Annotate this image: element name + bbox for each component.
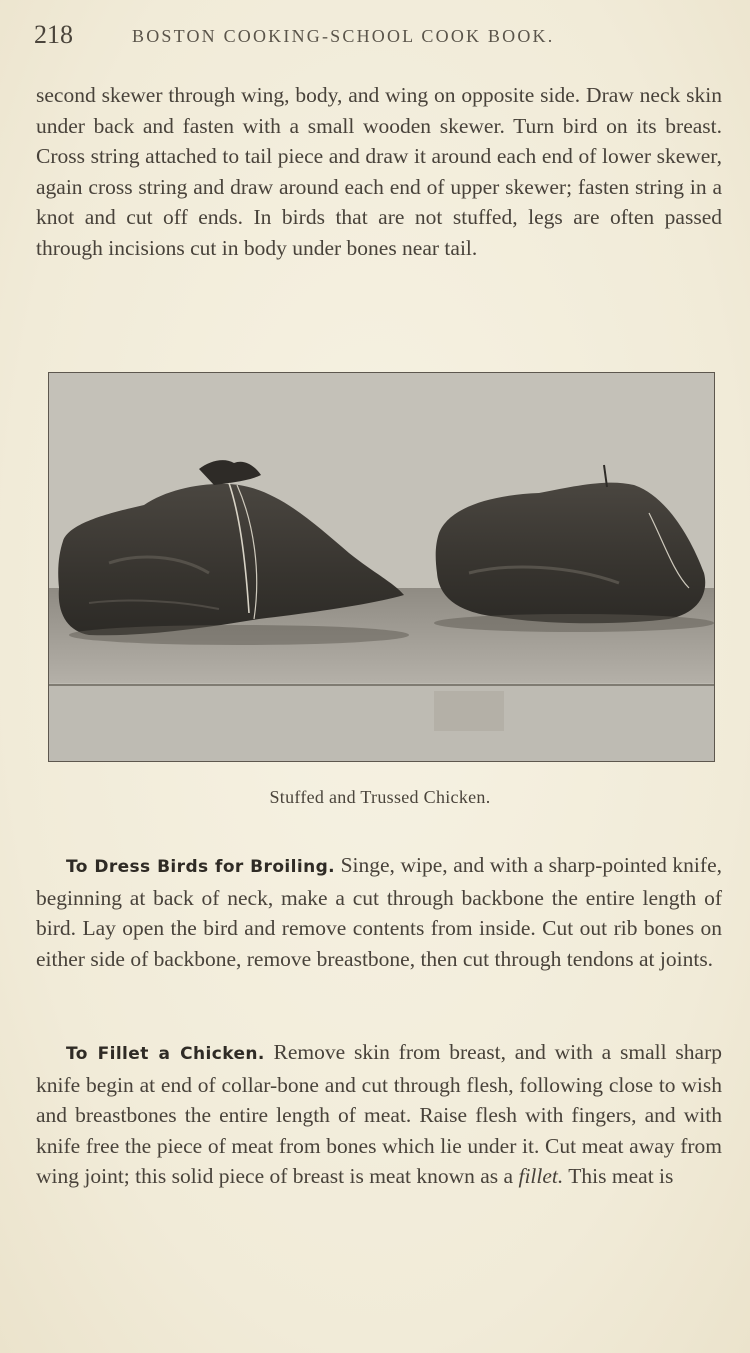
fillet-heading: To Fillet a Chicken. [66,1044,265,1064]
broiling-text: Singe, wipe, and with a sharp-pointed knife, beginning at back of neck, make a cut through backbone the entire length of bird. Lay open the bird and remove contents from inside. Cut out rib bones on either side of backbone, remove breastbone, then cut through tendons at joints. [36,853,722,971]
continued-paragraph: second skewer through wing, body, and wing on opposite side. Draw neck skin under back and fasten with a small wooden skewer. Turn bird on its breast. Cross string attached to tail piece and draw it around each end of lower skewer, again cross string and draw around each end of upper skewer; fasten string in a knot and cut off ends. In birds that are not stuffed, legs are often passed through incisions cut in body under bones near tail. [36,83,722,260]
page-number: 218 [34,20,73,49]
fillet-text: Remove skin from breast, and with a small sharp knife begin at end of collar-bone and cut through flesh, following close to wish and breastbones the entire length of meat. Raise flesh with fingers, and with knife free the piece of meat from bones which lie under it. Cut meat away from wing joint; this solid piece of breast is meat known as a [36,1040,722,1188]
fillet-italic-word: fillet. [518,1164,564,1188]
broiling-heading: To Dress Birds for Broiling. [66,857,336,877]
stuffed-trussed-chicken-photo [48,372,715,762]
figure-caption: Stuffed and Trussed Chicken. [269,787,491,807]
fillet-text-end: This meat is [568,1164,674,1188]
running-head: BOSTON COOKING-SCHOOL COOK BOOK. [132,26,555,46]
chicken-illustration [49,373,714,761]
broiling-paragraph [36,850,722,974]
page-header [34,20,720,52]
fillet-paragraph [36,1037,722,1192]
